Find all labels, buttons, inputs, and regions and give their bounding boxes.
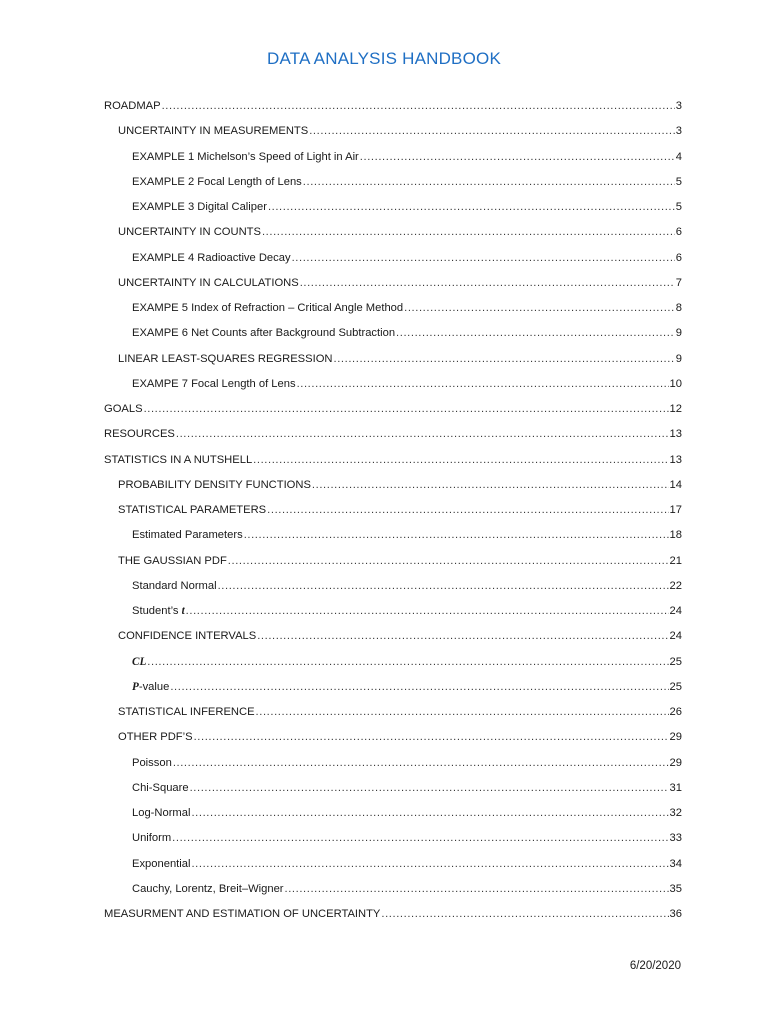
toc-entry[interactable] [104,96,682,121]
toc-entry-text: Chi-Square [132,781,189,794]
toc-page-number: 25 [669,680,682,693]
toc-entry-text: THE GAUSSIAN PDF [118,554,227,567]
toc-page-number: 32 [669,807,682,819]
toc-entry[interactable] [104,702,682,727]
toc-entry[interactable] [104,803,682,828]
toc-entry-text: Poisson [132,756,172,769]
toc-dot-leader [194,727,669,747]
toc-entry-label [104,450,252,470]
toc-entry-text: Student’s [132,605,182,617]
toc-dot-leader [334,349,675,369]
toc-entry-label [118,121,308,141]
toc-dot-leader [309,121,675,141]
toc-dot-leader [173,753,669,773]
toc-entry[interactable] [104,576,682,601]
toc-page-number: 33 [669,832,682,845]
toc-entry-label [118,349,333,369]
toc-entry[interactable] [104,475,682,500]
toc-entry[interactable] [104,374,682,399]
toc-entry[interactable] [104,753,682,778]
toc-page-number: 4 [675,150,682,163]
toc-page-number: 29 [669,731,682,744]
toc-entry-label [118,475,311,495]
toc-entry-text: Uniform [132,832,172,845]
toc-entry-text: UNCERTAINTY IN CALCULATIONS [118,276,299,289]
toc-dot-leader [297,374,669,394]
toc-entry-label [132,147,359,167]
toc-entry-label [104,96,161,116]
toc-entry[interactable] [104,197,682,222]
toc-dot-leader [300,273,675,293]
toc-dot-leader [162,96,675,116]
toc-entry[interactable] [104,147,682,172]
toc-entry-text: UNCERTAINTY IN MEASUREMENTS [118,125,309,138]
toc-entry[interactable] [104,222,682,247]
toc-entry-label [132,828,171,848]
toc-entry-label [118,551,227,571]
toc-page-number: 18 [669,529,682,542]
toc-page-number: 8 [675,302,682,314]
toc-entry-label [132,652,146,672]
toc-entry-label [132,753,172,773]
toc-page-number: 34 [669,857,682,870]
toc-entry-label [118,727,193,747]
toc-entry-label [104,399,143,419]
toc-entry-label [118,626,256,646]
toc-entry-text: ROADMAP [104,100,161,112]
toc-entry-label [132,677,169,697]
toc-page-number: 6 [675,251,682,264]
toc-dot-leader [147,652,668,672]
toc-page-number: 12 [669,403,682,415]
toc-dot-leader [256,702,669,722]
toc-entry[interactable] [104,727,682,752]
toc-entry-text: STATISTICS IN A NUTSHELL [104,453,253,466]
toc-entry-label [104,904,380,924]
toc-dot-leader [268,197,675,217]
toc-dot-leader [312,475,669,495]
toc-entry-text: RESOURCES [104,428,175,441]
document-title: DATA ANALYSIS HANDBOOK [267,49,501,68]
toc-entry-text: MEASURMENT AND ESTIMATION OF UNCERTAINTY [104,908,381,920]
toc-entry-label [132,525,243,545]
toc-dot-leader [218,576,669,596]
toc-page-number: 10 [669,377,682,390]
toc-page-number: 3 [675,100,682,112]
toc-page-number: 13 [669,453,682,466]
toc-page-number: 3 [675,125,682,138]
toc-entry-text: STATISTICAL PARAMETERS [118,504,267,516]
toc-dot-leader [172,828,668,848]
toc-entry-text: OTHER PDF’S [118,731,193,744]
toc-entry-label [132,778,189,798]
toc-entry-label [132,803,190,823]
toc-dot-leader [191,803,668,823]
toc-dot-leader [144,399,669,419]
toc-page-number: 36 [669,908,682,920]
toc-entry-text: EXAMPLE 3 Digital Caliper [132,201,267,213]
toc-entry-text: EXAMPLE 4 Radioactive Decay [132,251,291,264]
toc-entry-label [132,601,185,621]
toc-entry[interactable] [104,121,682,146]
toc-entry-text: PROBABILITY DENSITY FUNCTIONS [118,478,311,491]
toc-entry-text: EXAMPE 7 Focal Length of Lens [132,377,296,390]
toc-page-number: 31 [669,781,682,794]
toc-entry-text: EXAMPE 6 Net Counts after Background Subtraction [132,327,396,340]
toc-dot-leader [396,323,675,343]
toc-entry-text: EXAMPLE 1 Michelson’s Speed of Light in Air [132,150,359,163]
footer-date: 6/20/2020 [629,960,681,972]
table-of-contents [104,96,682,929]
toc-page-number: 25 [669,655,682,668]
toc-entry-label [132,248,291,268]
toc-entry[interactable] [104,677,682,702]
toc-entry-text: Estimated Parameters [132,529,243,542]
toc-dot-leader [228,551,669,571]
toc-entry-label [132,374,296,394]
toc-dot-leader [267,500,668,520]
toc-entry-label [118,500,266,520]
toc-entry[interactable] [104,879,682,904]
toc-entry[interactable] [104,399,682,424]
toc-entry-math: CL [132,655,147,668]
toc-entry[interactable] [104,323,682,348]
toc-entry[interactable] [104,778,682,803]
toc-entry-text: EXAMPLE 2 Focal Length of Lens [132,175,302,188]
toc-page-number: 9 [675,352,682,365]
toc-entry[interactable] [104,424,682,449]
toc-entry-label [132,576,217,596]
toc-entry-math: P [132,680,139,693]
toc-dot-leader [190,778,669,798]
toc-entry-text: STATISTICAL INFERENCE [118,706,255,718]
toc-entry-label [118,222,261,242]
toc-page-number: 17 [669,504,682,516]
toc-entry[interactable] [104,525,682,550]
toc-page-number: 6 [675,226,682,239]
toc-entry-label [104,424,175,444]
toc-page-number: 24 [669,605,682,617]
toc-entry[interactable] [104,273,682,298]
toc-entry-text: -value [138,680,170,693]
toc-entry-text: Cauchy, Lorentz, Breit–Wigner [132,882,284,895]
toc-entry[interactable] [104,349,682,374]
toc-dot-leader [257,626,668,646]
toc-dot-leader [244,525,669,545]
toc-entry-label [132,879,284,899]
toc-page-number: 26 [669,706,682,718]
toc-entry-label [132,854,190,874]
toc-dot-leader [176,424,669,444]
toc-entry-text: EXAMPE 5 Index of Refraction – Critical Angle Method [132,302,404,314]
toc-page-number: 22 [669,579,682,592]
toc-entry-math: t [181,605,185,617]
toc-page-number: 13 [669,428,682,441]
toc-page-number: 35 [669,882,682,895]
toc-dot-leader [404,298,675,318]
toc-entry-text: Standard Normal [132,579,217,592]
toc-page-number: 21 [669,554,682,567]
toc-entry[interactable] [104,854,682,879]
toc-entry-label [132,323,395,343]
toc-entry[interactable] [104,828,682,853]
toc-page-number: 29 [669,756,682,769]
toc-page-number: 14 [669,478,682,491]
toc-entry[interactable] [104,172,682,197]
toc-entry[interactable] [104,601,682,626]
toc-page-number: 9 [675,327,682,340]
toc-page-number: 5 [675,175,682,188]
toc-entry[interactable] [104,626,682,651]
toc-dot-leader [381,904,668,924]
toc-page-number: 24 [669,630,682,643]
toc-entry-label [132,172,302,192]
toc-entry-text: LINEAR LEAST-SQUARES REGRESSION [118,352,333,365]
toc-entry[interactable] [104,450,682,475]
toc-dot-leader [262,222,675,242]
toc-dot-leader [191,854,668,874]
toc-entry-text: Exponential [132,857,191,870]
toc-entry[interactable] [104,652,682,677]
toc-dot-leader [186,601,669,621]
toc-page-number: 5 [675,201,682,213]
toc-entry-label [132,197,267,217]
toc-entry-label [118,702,255,722]
toc-dot-leader [253,450,668,470]
toc-entry-text: UNCERTAINTY IN COUNTS [118,226,261,239]
toc-entry[interactable] [104,551,682,576]
toc-entry-text: CONFIDENCE INTERVALS [118,630,257,643]
toc-page-number: 7 [675,276,682,289]
toc-entry[interactable] [104,248,682,273]
toc-dot-leader [292,248,675,268]
toc-dot-leader [360,147,675,167]
toc-dot-leader [285,879,669,899]
toc-dot-leader [170,677,668,697]
toc-entry[interactable] [104,904,682,929]
toc-entry[interactable] [104,500,682,525]
toc-dot-leader [303,172,675,192]
toc-entry[interactable] [104,298,682,323]
toc-entry-label [118,273,299,293]
toc-entry-label [132,298,403,318]
toc-entry-text: GOALS [104,403,143,415]
toc-entry-text: Log-Normal [132,807,191,819]
